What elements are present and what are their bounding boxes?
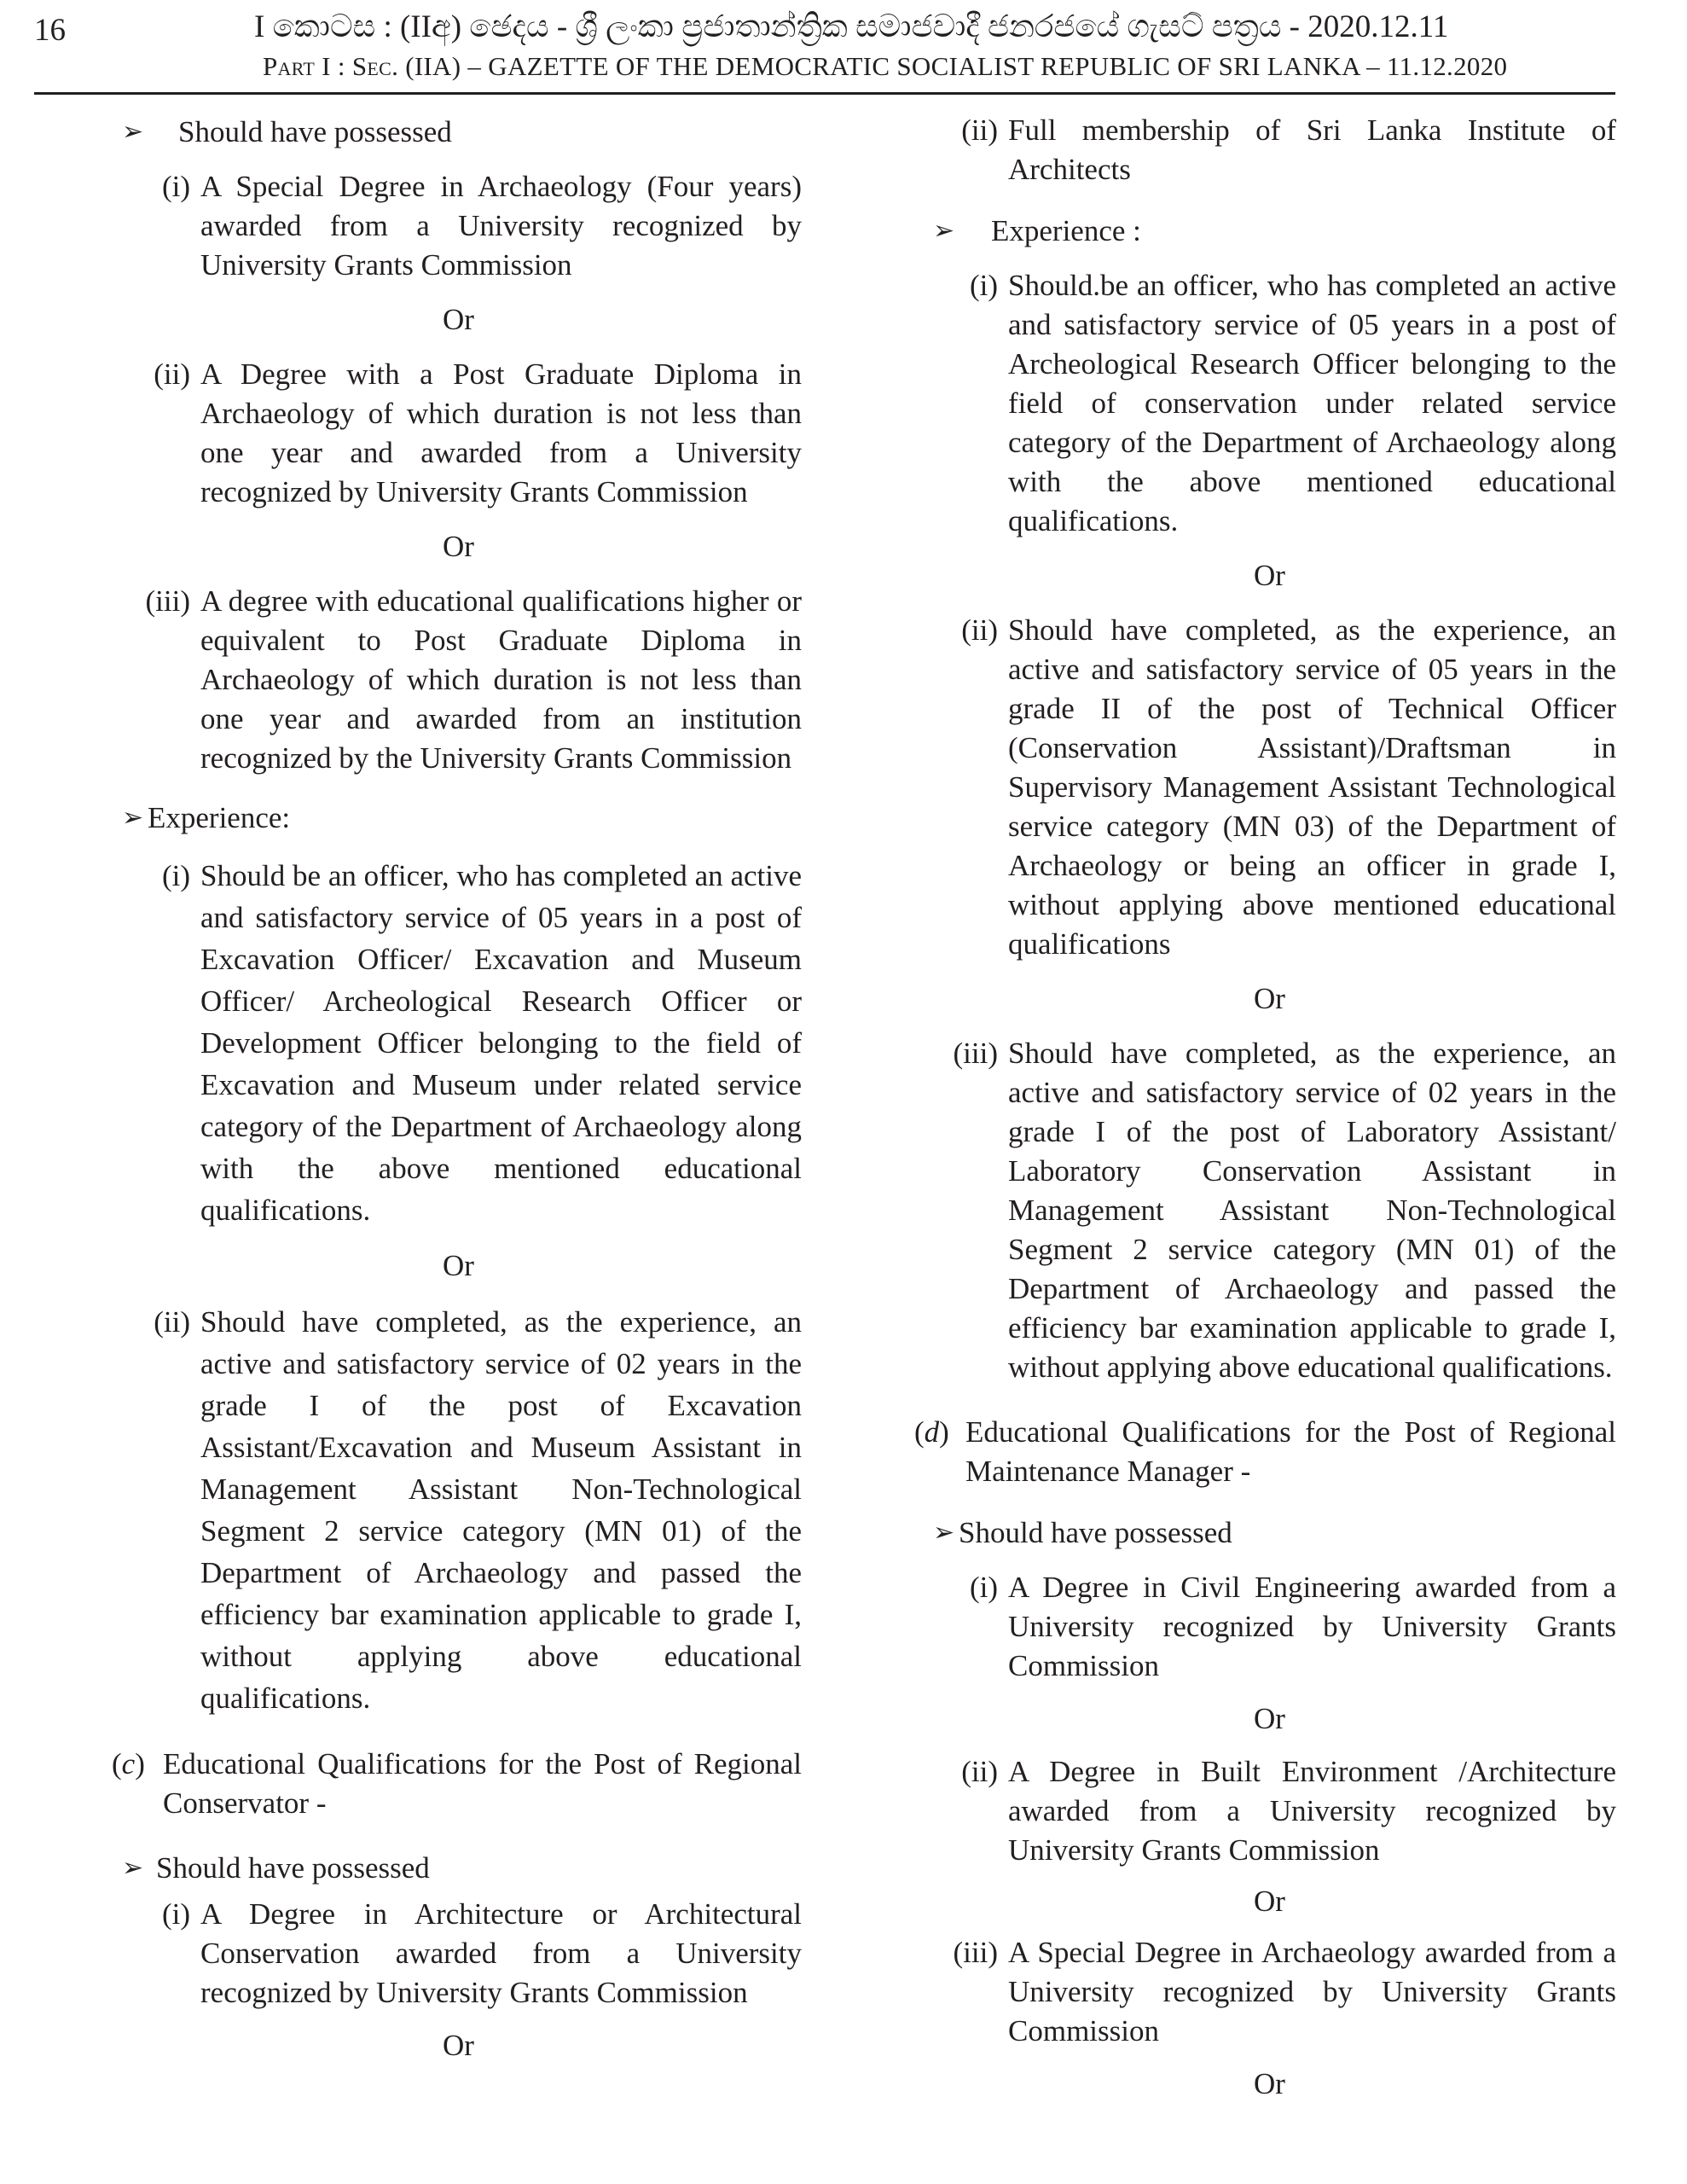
list-item: [115, 1301, 802, 1719]
list-item: [115, 582, 802, 778]
header-part: Part: [263, 51, 316, 81]
page-number: 16: [34, 13, 66, 48]
header-sec: Sec.: [351, 51, 399, 81]
or-separator: Or: [443, 1249, 474, 1282]
or-separator: Or: [1254, 982, 1285, 1015]
section-label: (c): [112, 1747, 145, 1780]
list-item: [115, 355, 802, 512]
item-number: (i): [969, 269, 998, 302]
bullet-label: Experience :: [991, 214, 1141, 247]
left-column: [112, 111, 802, 2065]
section-d-heading: [914, 1413, 1616, 1491]
list-item: [923, 1568, 1616, 1686]
bullet-experience: [933, 212, 1616, 251]
bullet-label: Should have possessed: [156, 1851, 430, 1885]
item-text: A Degree in Architecture or Architectural Conservation awarded from a University recognized by University Grants Commission: [200, 1897, 802, 2009]
list-item: [923, 1752, 1616, 1870]
or-separator: Or: [443, 2029, 474, 2062]
item-number: (i): [161, 170, 190, 203]
or-separator: Or: [1254, 559, 1285, 592]
item-number: (i): [161, 859, 190, 892]
header-rest: (IIA) – GAZETTE OF THE DEMOCRATIC SOCIALIST REPUBLIC OF SRI LANKA – 11.12.2020: [398, 51, 1508, 81]
right-column: [914, 111, 1616, 2104]
item-text: Should be an officer, who has completed an active and satisfactory service of 05 years in a post of Excavation Officer/ Excavation and Museum Officer/ Archeological Research Officer or Development Officer belonging to the field of Excavation and Museum under related service category of the Department of Archaeology along with the above mentioned educational qualifications.: [200, 859, 802, 1227]
item-text: A Degree in Built Environment /Architecture awarded from a University recognized by University Grants Commission: [1008, 1755, 1616, 1867]
bullet-label: Should have possessed: [959, 1516, 1232, 1549]
list-item: [115, 1895, 802, 2013]
list-item: [923, 266, 1616, 541]
item-text: A Degree with a Post Graduate Diploma in Archaeology of which duration is not less than one year and awarded from a University recognized by University Grants Commission: [200, 357, 802, 508]
or-separator: Or: [1254, 1702, 1285, 1735]
item-number: (ii): [961, 613, 998, 647]
item-number: (iii): [953, 1037, 998, 1070]
list-item: [115, 167, 802, 285]
bullet-label: Should have possessed: [178, 115, 452, 148]
section-title: Educational Qualifications for the Post of Regional Conservator -: [163, 1747, 802, 1820]
arrow-bullet-icon: ➢: [122, 803, 144, 833]
or-separator: Or: [443, 530, 474, 563]
header-english-line: [263, 51, 1507, 82]
list-item: [923, 611, 1616, 964]
item-number: (ii): [961, 1755, 998, 1788]
item-text: Full membership of Sri Lanka Institute of Architects: [1008, 113, 1616, 186]
or-separator: Or: [1254, 2067, 1285, 2100]
header-rule: [34, 92, 1615, 95]
item-number: (iii): [953, 1936, 998, 1969]
arrow-bullet-icon: ➢: [122, 1853, 144, 1883]
or-separator: Or: [1254, 1885, 1285, 1918]
item-text: A degree with educational qualifications higher or equivalent to Post Graduate Diploma in Archaeology of which duration is not less than one year and awarded from an institution recognized by the University Grants Commission: [200, 584, 802, 775]
item-text: Should have completed, as the experience, an active and satisfactory service of 05 years in the grade II of the post of Technical Officer (Conservation Assistant)/Draftsman in Supervisory Management Assistant Technological service category (MN 03) of the Department of Archaeology or being an officer in grade I, without applying above mentioned educational qualifications: [1008, 613, 1616, 961]
item-number: (i): [969, 1571, 998, 1604]
item-number: (ii): [154, 357, 190, 391]
arrow-bullet-icon: ➢: [933, 1518, 955, 1548]
bullet-should-have-possessed: [122, 113, 802, 152]
header-part-rest: I :: [315, 51, 345, 81]
arrow-bullet-icon: ➢: [933, 216, 955, 246]
item-text: A Degree in Civil Engineering awarded from a University recognized by University Grants Commission: [1008, 1571, 1616, 1682]
bullet-should-have-possessed: [933, 1513, 1616, 1553]
item-number: (iii): [145, 584, 190, 618]
arrow-bullet-icon: ➢: [122, 117, 144, 147]
list-item: [923, 1933, 1616, 2051]
item-text: Should.be an officer, who has completed an active and satisfactory service of 05 years in a post of Archeological Research Officer belonging to the field of conservation under related service category of the Department of Archaeology along with the above mentioned educational qualifications.: [1008, 269, 1616, 537]
list-item: [115, 855, 802, 1231]
item-number: (i): [161, 1897, 190, 1931]
section-c-heading: [112, 1745, 802, 1823]
section-label: (d): [914, 1415, 949, 1449]
item-number: (ii): [154, 1305, 190, 1339]
or-separator: Or: [443, 303, 474, 336]
list-item: [923, 111, 1616, 189]
item-text: Should have completed, as the experience, an active and satisfactory service of 02 years in the grade I of the post of Excavation Assistant/Excavation and Museum Assistant in Management Assistant Non-Technological Segment 2 service category (MN 01) of the Department of Archaeology and passed the efficiency bar examination applicable to grade I, without applying above educational qualifications.: [200, 1305, 802, 1715]
bullet-should-have-possessed: [122, 1849, 802, 1888]
item-number: (ii): [961, 113, 998, 147]
item-text: A Special Degree in Archaeology (Four years) awarded from a University recognized by University Grants Commission: [200, 170, 802, 282]
bullet-experience: [122, 799, 802, 838]
item-text: A Special Degree in Archaeology awarded from a University recognized by University Grants Commission: [1008, 1936, 1616, 2048]
section-title: Educational Qualifications for the Post of Regional Maintenance Manager -: [965, 1415, 1616, 1488]
bullet-label: Experience:: [148, 801, 291, 834]
header-sinhala-line: I කොටස : (IIඅ) ඡෙදය - ශ්‍රී ලංකා ප්‍රජාතාන්ත්‍රික සමාජවාදී ජනරජයේ ගැසට් පත්‍රය - 2020.12.11: [254, 9, 1449, 44]
item-text: Should have completed, as the experience, an active and satisfactory service of 02 years in the grade I of the post of Laboratory Assistant/ Laboratory Conservation Assistant in Management Assistant Non-Technological Segment 2 service category (MN 01) of the Department of Archaeology and passed the efficiency bar examination applicable to grade I, without applying above educational qualifications.: [1008, 1037, 1616, 1384]
list-item: [923, 1034, 1616, 1387]
